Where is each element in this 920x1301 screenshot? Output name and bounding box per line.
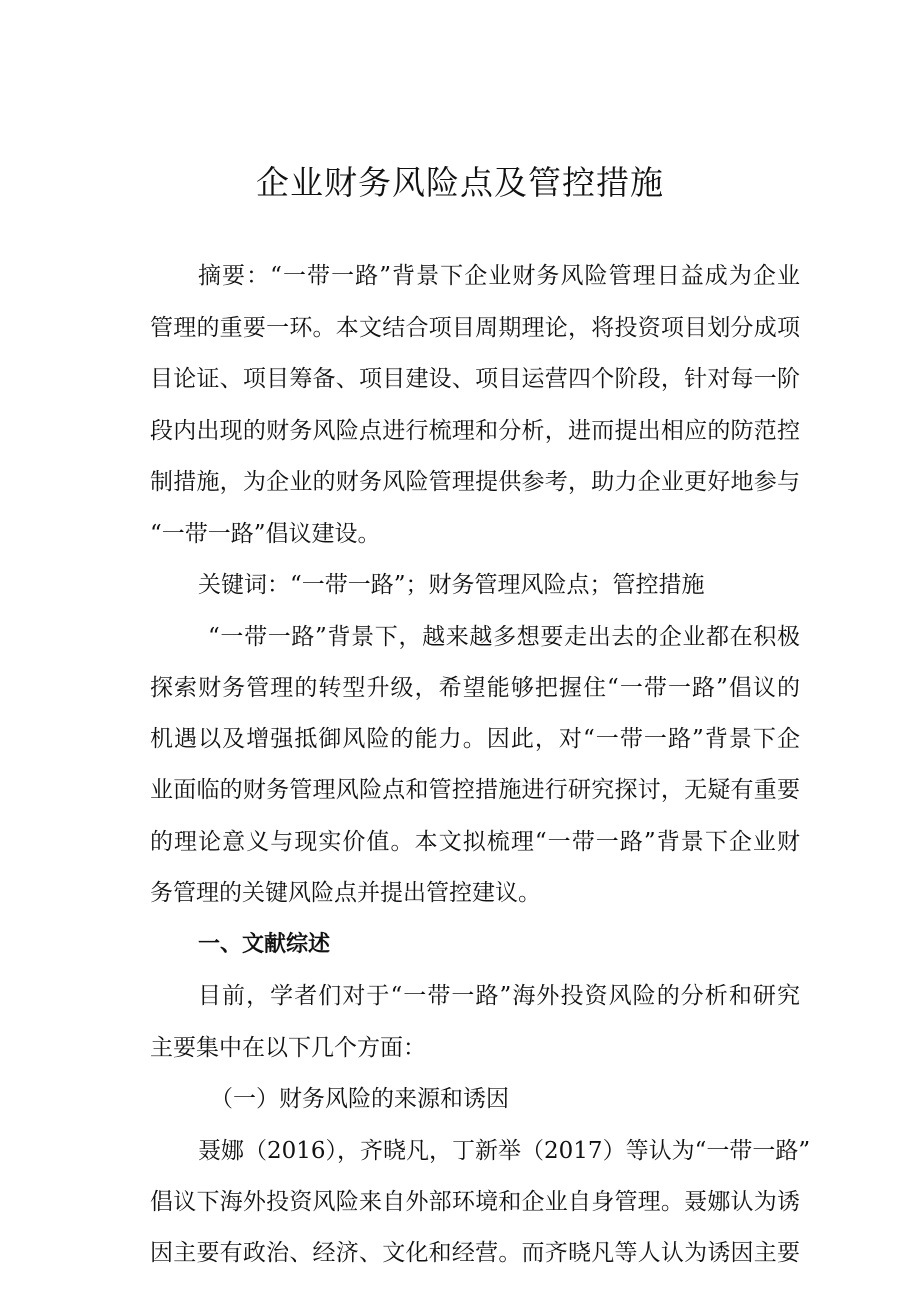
section-heading: 一、文献综述	[198, 932, 331, 957]
intro-line: 机遇以及增强抵御风险的能力。因此，对“一带一路”背景下企	[150, 726, 800, 752]
section-paragraph-line: 聂娜（2016），齐晓凡，丁新举（2017）等认为“一带一路”	[198, 1138, 811, 1164]
keywords: 关键词：“一带一路”；财务管理风险点；管控措施	[198, 572, 705, 598]
page-title: 企业财务风险点及管控措施	[256, 163, 664, 202]
section-paragraph-line: 目前，学者们对于“一带一路”海外投资风险的分析和研究	[198, 983, 800, 1009]
intro-line: 探索财务管理的转型升级，希望能够把握住“一带一路”倡议的	[150, 675, 800, 701]
section-paragraph-line: 因主要有政治、经济、文化和经营。而齐晓凡等人认为诱因主要	[150, 1240, 800, 1266]
abstract-line: 管理的重要一环。本文结合项目周期理论，将投资项目划分成项	[150, 315, 800, 341]
intro-line: 业面临的财务管理风险点和管控措施进行研究探讨，无疑有重要	[150, 777, 800, 803]
subsection-heading: （一）财务风险的来源和诱因	[210, 1086, 509, 1112]
intro-line: 务管理的关键风险点并提出管控建议。	[150, 880, 541, 906]
abstract-line: “一带一路”倡议建设。	[150, 521, 381, 547]
intro-line: “一带一路”背景下，越来越多想要走出去的企业都在积极	[208, 624, 800, 650]
abstract-line: 制措施，为企业的财务风险管理提供参考，助力企业更好地参与	[150, 469, 800, 495]
section-paragraph-line: 倡议下海外投资风险来自外部环境和企业自身管理。聂娜认为诱	[150, 1189, 800, 1215]
intro-line: 的理论意义与现实价值。本文拟梳理“一带一路”背景下企业财	[150, 829, 800, 855]
section-paragraph-line: 主要集中在以下几个方面：	[150, 1035, 426, 1061]
abstract-line: 段内出现的财务风险点进行梳理和分析，进而提出相应的防范控	[150, 418, 800, 444]
abstract-line: 目论证、项目筹备、项目建设、项目运营四个阶段，针对每一阶	[150, 366, 800, 392]
abstract-line: 摘要：“一带一路”背景下企业财务风险管理日益成为企业	[198, 263, 800, 289]
